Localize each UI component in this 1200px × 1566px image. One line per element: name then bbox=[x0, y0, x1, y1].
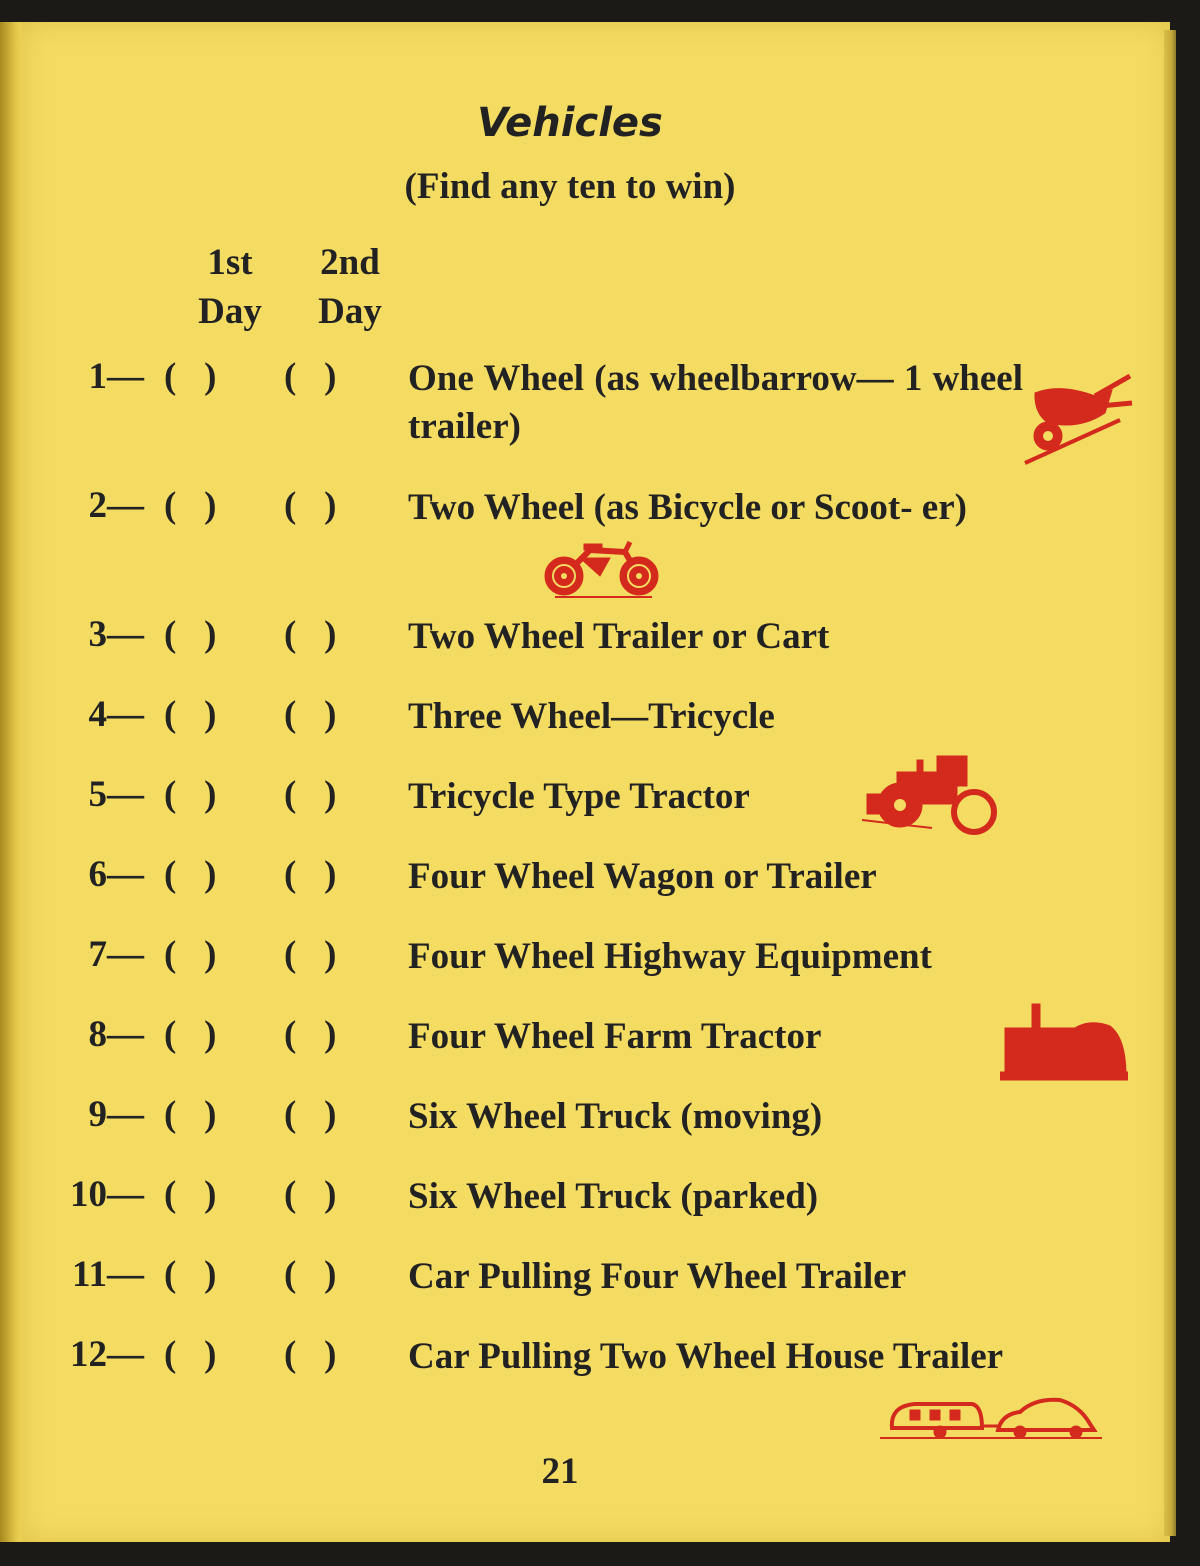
item-number: 12— bbox=[70, 1334, 144, 1375]
checklist-row bbox=[0, 1013, 1148, 1073]
page-subtitle: (Find any ten to win) bbox=[404, 166, 736, 207]
page-title: Vehicles bbox=[477, 100, 663, 146]
day2-checkbox[interactable]: ( ) bbox=[284, 1254, 337, 1295]
day2-checkbox[interactable]: ( ) bbox=[284, 1334, 337, 1375]
item-number: 8— bbox=[88, 1014, 144, 1055]
wheelbarrow-icon bbox=[1020, 368, 1135, 468]
day1-checkbox[interactable]: ( ) bbox=[164, 1014, 217, 1055]
item-number: 4— bbox=[88, 694, 144, 735]
day1-checkbox[interactable]: ( ) bbox=[164, 854, 217, 895]
item-number: 1— bbox=[88, 356, 144, 397]
column-header-line: Day bbox=[318, 291, 382, 332]
day2-checkbox[interactable]: ( ) bbox=[284, 694, 337, 735]
page-edge bbox=[1164, 30, 1176, 1536]
checklist-row bbox=[0, 1173, 1148, 1233]
item-description: Six Wheel Truck (parked) bbox=[408, 1176, 819, 1217]
page-number: 21 bbox=[541, 1451, 579, 1492]
item-number: 7— bbox=[88, 934, 144, 975]
column-header-1st-day bbox=[175, 238, 285, 336]
item-description: Six Wheel Truck (moving) bbox=[408, 1096, 823, 1137]
day1-checkbox[interactable]: ( ) bbox=[164, 1254, 217, 1295]
day1-checkbox[interactable]: ( ) bbox=[164, 1174, 217, 1215]
item-number: 3— bbox=[88, 614, 144, 655]
item-description: Two Wheel (as Bicycle or Scoot- er) bbox=[408, 487, 967, 528]
car-house-trailer-icon bbox=[880, 1392, 1105, 1442]
column-header-line: 1st bbox=[207, 242, 253, 283]
day2-checkbox[interactable]: ( ) bbox=[284, 854, 337, 895]
checklist-row bbox=[0, 355, 1148, 447]
item-description: Car Pulling Four Wheel Trailer bbox=[408, 1256, 907, 1297]
checklist-row bbox=[0, 933, 1148, 993]
bicycle-icon bbox=[540, 540, 665, 600]
checklist-row bbox=[0, 693, 1148, 753]
item-description: Tricycle Type Tractor bbox=[408, 776, 750, 817]
item-description: One Wheel (as wheelbarrow— 1 wheel trailer) bbox=[408, 358, 1023, 447]
item-number: 9— bbox=[88, 1094, 144, 1135]
day1-checkbox[interactable]: ( ) bbox=[164, 614, 217, 655]
item-number: 2— bbox=[88, 485, 144, 526]
day1-checkbox[interactable]: ( ) bbox=[164, 694, 217, 735]
day1-checkbox[interactable]: ( ) bbox=[164, 485, 217, 526]
column-header-line: 2nd bbox=[320, 242, 380, 283]
item-description: Car Pulling Two Wheel House Trailer bbox=[408, 1336, 1004, 1377]
day2-checkbox[interactable]: ( ) bbox=[284, 1174, 337, 1215]
day2-checkbox[interactable]: ( ) bbox=[284, 614, 337, 655]
column-header-2nd-day bbox=[295, 238, 405, 336]
column-header-line: Day bbox=[198, 291, 262, 332]
checklist-row bbox=[0, 484, 1148, 544]
day2-checkbox[interactable]: ( ) bbox=[284, 774, 337, 815]
day1-checkbox[interactable]: ( ) bbox=[164, 356, 217, 397]
day2-checkbox[interactable]: ( ) bbox=[284, 356, 337, 397]
day2-checkbox[interactable]: ( ) bbox=[284, 1014, 337, 1055]
item-description: Four Wheel Highway Equipment bbox=[408, 936, 932, 977]
tricycle-tractor-icon bbox=[862, 750, 997, 840]
day1-checkbox[interactable]: ( ) bbox=[164, 1094, 217, 1135]
item-description: Four Wheel Farm Tractor bbox=[408, 1016, 822, 1057]
checklist-row bbox=[0, 1093, 1148, 1153]
checklist-row bbox=[0, 613, 1148, 673]
day2-checkbox[interactable]: ( ) bbox=[284, 934, 337, 975]
item-description: Three Wheel—Tricycle bbox=[408, 696, 775, 737]
checklist-row bbox=[0, 1253, 1148, 1313]
farm-tractor-icon bbox=[1000, 1000, 1128, 1082]
day2-checkbox[interactable]: ( ) bbox=[284, 485, 337, 526]
checklist-row bbox=[0, 1333, 1148, 1393]
item-number: 11— bbox=[72, 1254, 144, 1295]
item-description: Four Wheel Wagon or Trailer bbox=[408, 856, 877, 897]
day2-checkbox[interactable]: ( ) bbox=[284, 1094, 337, 1135]
day1-checkbox[interactable]: ( ) bbox=[164, 934, 217, 975]
checklist-row bbox=[0, 853, 1148, 913]
item-number: 6— bbox=[88, 854, 144, 895]
day1-checkbox[interactable]: ( ) bbox=[164, 1334, 217, 1375]
item-number: 10— bbox=[70, 1174, 144, 1215]
item-number: 5— bbox=[88, 774, 144, 815]
item-description: Two Wheel Trailer or Cart bbox=[408, 616, 830, 657]
day1-checkbox[interactable]: ( ) bbox=[164, 774, 217, 815]
